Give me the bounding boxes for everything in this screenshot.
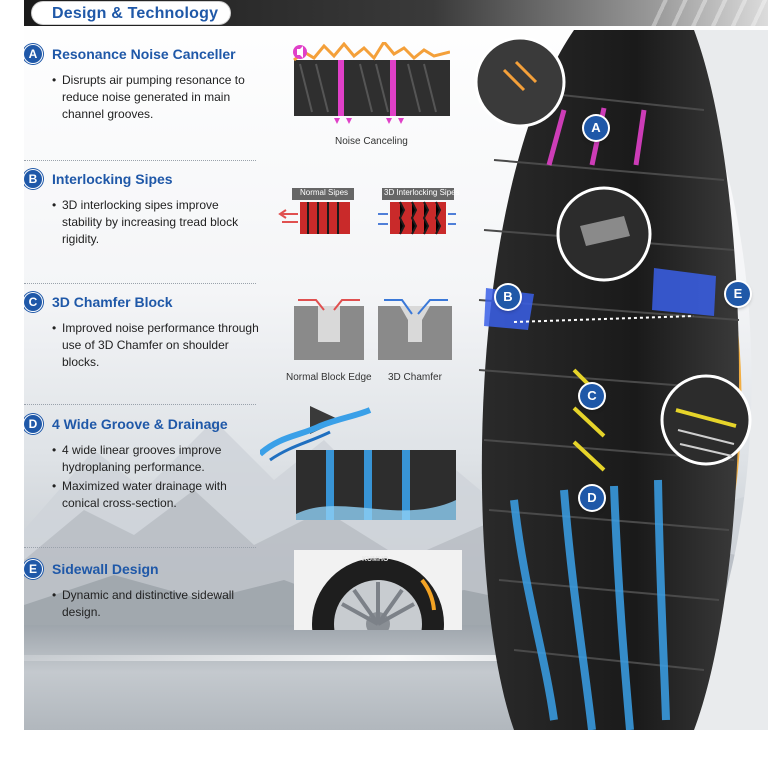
divider xyxy=(24,160,256,161)
feature-badge-d: D xyxy=(24,415,42,433)
feature-d-bullet-2: • Maximized water drainage with conical cross-section. xyxy=(52,478,262,512)
feature-badge-b: B xyxy=(24,170,42,188)
tire-badge-c: C xyxy=(580,384,604,408)
interlocking-sipes-label: 3D Interlocking Sipes xyxy=(384,188,460,197)
feature-badge-a: A xyxy=(24,45,42,63)
page-title: Design & Technology xyxy=(52,5,219,22)
feature-c-bullet: • Improved noise performance through use of 3D Chamfer on shoulder blocks. xyxy=(52,320,262,371)
feature-title-b: Interlocking Sipes xyxy=(52,171,173,187)
header-stripes xyxy=(648,0,768,26)
feature-a-bullet: • Disrupts air pumping resonance to reduce noise generated in main channel grooves. xyxy=(52,72,262,123)
feature-badge-e: E xyxy=(24,560,42,578)
feature-e-bullet: • Dynamic and distinctive sidewall design. xyxy=(52,587,262,621)
tire-brand-label: KUMHO xyxy=(362,556,389,563)
feature-d-bullet-1: • 4 wide linear grooves improve hydroplaning performance. xyxy=(52,442,262,476)
tread-noise-icon xyxy=(290,42,450,134)
header-pill xyxy=(32,2,230,24)
normal-block-edge-caption: Normal Block Edge xyxy=(286,372,372,383)
tire-badge-d: D xyxy=(580,486,604,510)
noise-caption: Noise Canceling xyxy=(335,136,408,147)
groove-drainage-icon xyxy=(260,396,460,524)
feature-badge-c: C xyxy=(24,293,42,311)
tire-badge-e: E xyxy=(726,282,750,306)
feature-title-e: Sidewall Design xyxy=(52,561,159,577)
chamfer-icon xyxy=(290,292,460,364)
divider xyxy=(24,404,256,405)
feature-title-a: Resonance Noise Canceller xyxy=(52,46,236,62)
tire-illustration xyxy=(454,30,768,730)
feature-title-c: 3D Chamfer Block xyxy=(52,294,173,310)
feature-title-d: 4 Wide Groove & Drainage xyxy=(52,416,228,432)
page-canvas xyxy=(24,0,768,730)
chamfer-caption: 3D Chamfer xyxy=(388,372,442,383)
divider xyxy=(24,283,256,284)
divider xyxy=(24,547,256,548)
tire-badge-a: A xyxy=(584,116,608,140)
tire-badge-b: B xyxy=(496,285,520,309)
feature-b-bullet: • 3D interlocking sipes improve stability by increasing tread block rigidity. xyxy=(52,197,262,248)
normal-sipes-label: Normal Sipes xyxy=(300,188,349,197)
